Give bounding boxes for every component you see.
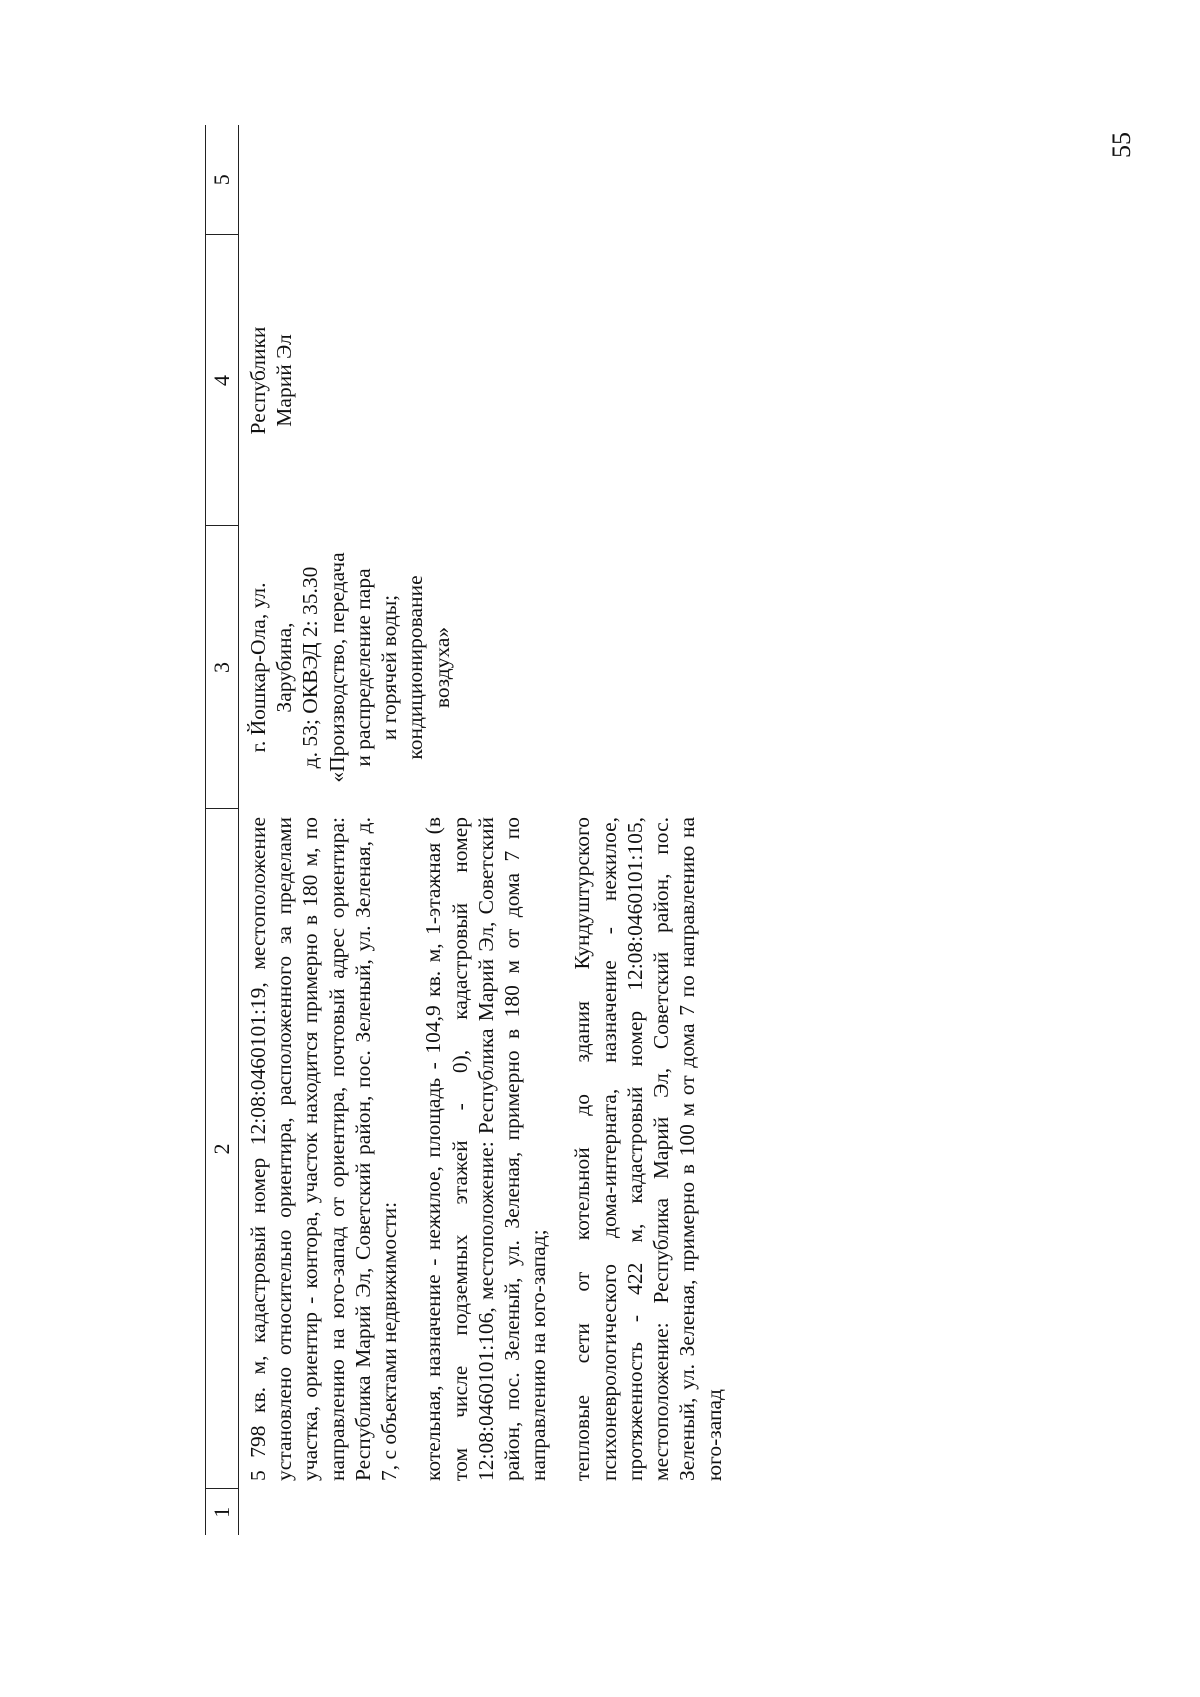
- cell-col3: [239, 526, 739, 809]
- header-row: [206, 125, 239, 1535]
- cell-col2: [239, 809, 739, 1489]
- land-plot-description: 5 798 кв. м, кадастровый номер 12:08:0460101:19, местоположение установлено относительно ориентира, расположенного за пределами участка, ориентир - контора, участок находится примерно в 180 м, по направлению на юго-запад от ориентира, почтовый адрес ориентира: Республика Марий Эл, Советский район, пос. Зеленый, ул. Зеленая, д. 7, с объектами недвижимости:: [246, 817, 402, 1481]
- cell-col4: [239, 235, 739, 526]
- column-header-1: 1: [206, 1489, 239, 1535]
- heating-network-description: тепловые сети от котельной до здания Кундуштурского психоневрологического дома-интерната, назначение - нежилое, протяженность - 422 м, кадастровый номер 12:08:0460101:105, местоположение: Республика Марий Эл, Советский район, пос. Зеленый, ул. Зеленая, примерно в 100 м от дома 7 по направлению на юго-запад: [570, 817, 726, 1481]
- region-line: Марий Эл: [272, 334, 297, 427]
- property-table: [205, 125, 739, 1535]
- okved-line: и распределение пара: [350, 568, 375, 767]
- page-number: 55: [1107, 132, 1136, 158]
- column-header-2: 2: [206, 809, 239, 1489]
- okved-line: и горячей воды;: [377, 594, 402, 741]
- column-header-3: 3: [206, 526, 239, 809]
- boiler-house-description: котельная, назначение - нежилое, площадь - 104,9 кв. м, 1-этажная (в том числе подземных этажей - 0), кадастровый номер 12:08:0460101:106, местоположение: Республика Марий Эл, Советский район, пос. Зеленый, ул. Зеленая, примерно в 180 м от дома 7 по направлению на юго-запад;: [421, 817, 551, 1481]
- organization-address: [239, 526, 461, 809]
- okved-line: «Производство, передача: [324, 552, 349, 783]
- rotated-table-container: [205, 125, 1020, 1535]
- address-line: д. 53; ОКВЭД 2: 35.30: [298, 566, 323, 769]
- column-header-4: 4: [206, 235, 239, 526]
- cell-col5: [239, 125, 739, 235]
- table-row: [239, 125, 739, 1535]
- region-line: Республики: [246, 326, 270, 435]
- column-header-5: 5: [206, 125, 239, 235]
- cell-col1: [239, 1489, 739, 1535]
- okved-line: кондиционирование воздуха»: [403, 575, 454, 760]
- region-name: [239, 235, 303, 526]
- address-line: г. Йошкар-Ола, ул. Зарубина,: [246, 582, 297, 753]
